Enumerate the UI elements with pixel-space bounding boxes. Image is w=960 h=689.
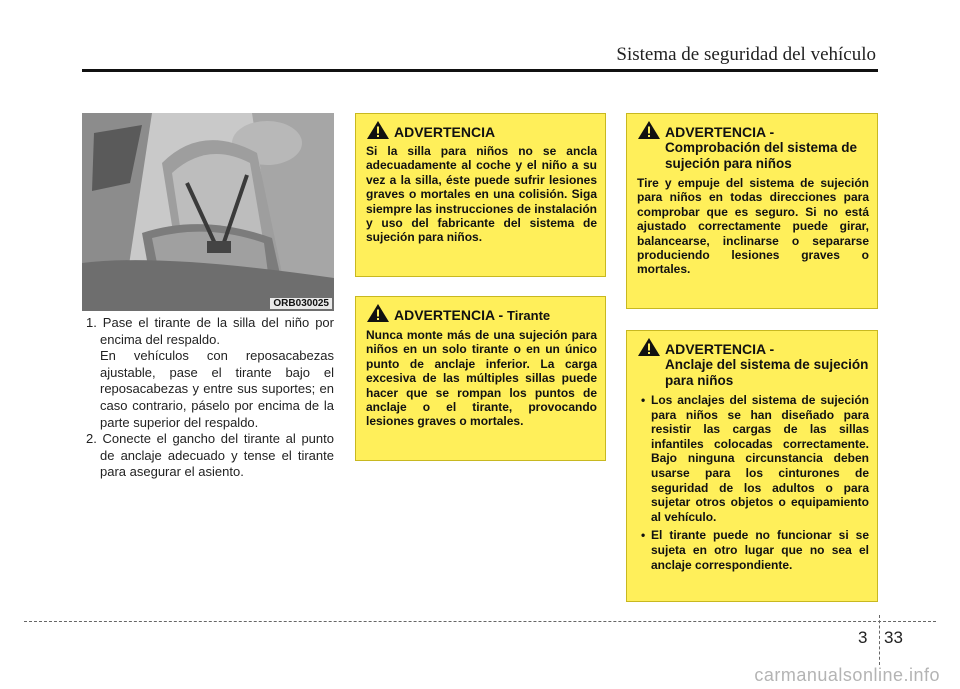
photo-caption: ORB030025 — [270, 298, 332, 309]
warning-box-installation — [355, 113, 606, 277]
page-header-title: Sistema de seguridad del vehículo — [616, 44, 876, 65]
warning-box-check-system — [626, 113, 878, 309]
warning-list-item: • Los anclajes del sistema de sujeción para niños se han diseñado para resistir las cargas de las sillas infantiles colocadas correctamente. Bajo ninguna circunstancia deben usarse para los cinturones de seguridad de los adultos o para sujetar otros objetos o equipamiento al vehículo. — [637, 393, 869, 524]
warning-title-main: ADVERTENCIA - — [665, 124, 775, 140]
warning-subtitle: Anclaje del sistema de sujeción para niños — [665, 357, 869, 388]
child-seat-photo — [82, 113, 334, 311]
warning-header — [637, 339, 869, 389]
warning-triangle-icon — [366, 303, 390, 323]
warning-subtitle: Comprobación del sistema de sujeción para niños — [665, 140, 858, 171]
warning-list — [637, 393, 869, 572]
instructions-text — [86, 315, 334, 481]
child-seat-illustration — [82, 113, 334, 311]
warning-triangle-icon — [637, 337, 661, 357]
chapter-number: 3 — [858, 628, 868, 647]
warning-title — [665, 122, 869, 172]
warning-body: Si la silla para niños no se ancla adecuadamente al coche y el niño a su vez a la silla, éste puede sufrir lesiones graves o mortales en una colisión. Siga siempre las instrucciones de instalación y uso del fabricante del sistema de sujeción para niños. — [366, 144, 597, 245]
warning-title — [394, 305, 550, 324]
warning-header — [366, 305, 597, 324]
warning-title-main: ADVERTENCIA - — [394, 307, 508, 323]
warning-triangle-icon — [637, 120, 661, 140]
page-number: 33 — [884, 628, 903, 647]
watermark: carmanualsonline.info — [754, 665, 940, 685]
warning-subtitle: Tirante — [507, 308, 551, 323]
warning-box-anchorage — [626, 330, 878, 602]
warning-title: ADVERTENCIA — [394, 124, 496, 140]
instruction-step-2: 2. Conecte el gancho del tirante al punto de anclaje adecuado y tense el tirante para asegurar el asiento. — [86, 431, 334, 480]
footer-dashed-rule — [24, 621, 936, 622]
warning-header — [366, 122, 597, 140]
warning-title — [665, 339, 869, 389]
warning-body: Tire y empuje del sistema de sujeción para niños en todas direcciones para comprobar que es seguro. Si no está ajustado correctamente puede girar, balancearse, inclinarse o separarse produciendo lesiones graves o mortales. — [637, 176, 869, 277]
warning-header — [637, 122, 869, 172]
warning-box-tether — [355, 296, 606, 461]
footer-divider — [879, 615, 880, 665]
header-rule — [82, 69, 878, 72]
warning-body: Nunca monte más de una sujeción para niños en un solo tirante o en un único punto de anclaje inferior. La carga excesiva de las múltiples sillas puede hacer que se rompan los puntos de anclaje o el tirante, provocando lesiones graves o mortales. — [366, 328, 597, 429]
warning-title-main: ADVERTENCIA - — [665, 341, 775, 357]
warning-list-item: • El tirante puede no funcionar si se sujeta en otro lugar que no sea el anclaje correspondiente. — [637, 528, 869, 572]
instruction-step-1-note: En vehículos con reposacabezas ajustable, pase el tirante bajo el reposacabezas y entre sus suportes; en caso contrario, páselo por encima de la parte superior del respaldo. — [100, 348, 334, 430]
instruction-step-1: 1. Pase el tirante de la silla del niño por encima del respaldo. — [86, 315, 334, 347]
warning-triangle-icon — [366, 120, 390, 140]
